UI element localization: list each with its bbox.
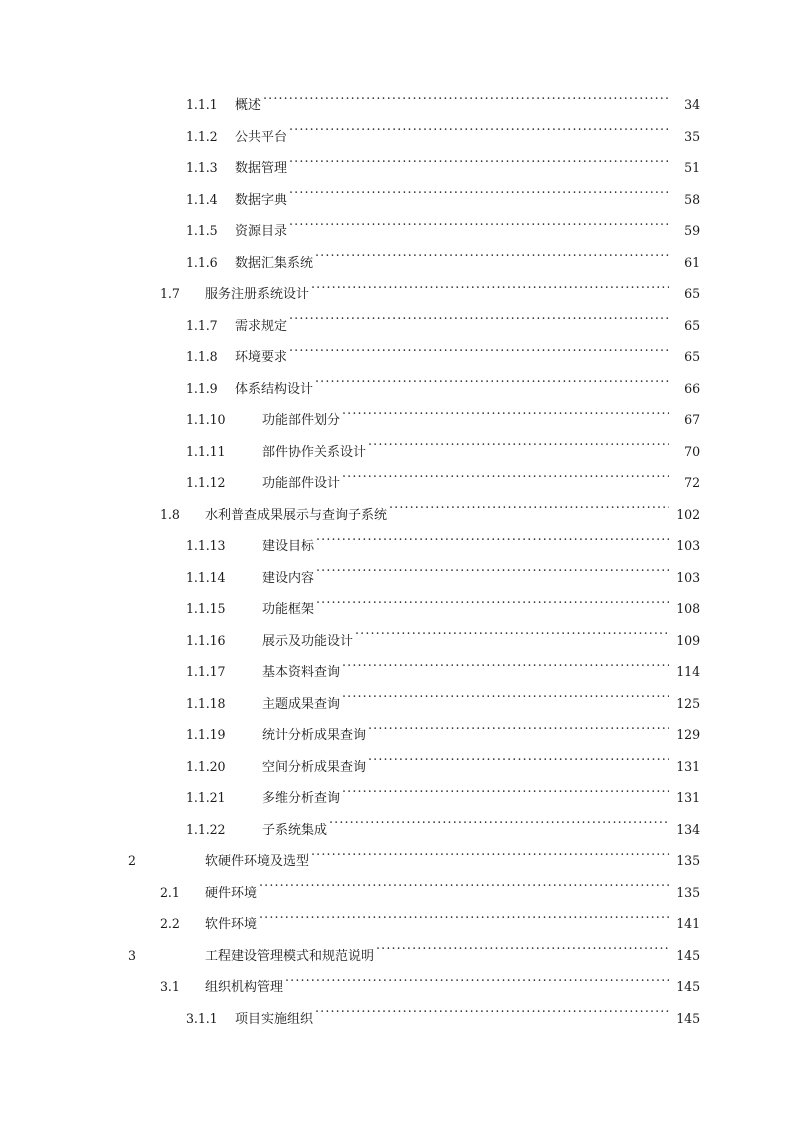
toc-dot-leader bbox=[315, 1010, 669, 1023]
toc-dot-leader bbox=[368, 726, 669, 739]
toc-dot-leader bbox=[355, 632, 669, 645]
toc-entry[interactable] bbox=[0, 436, 793, 468]
toc-entry-title: 建设内容 bbox=[262, 570, 315, 586]
toc-entry[interactable] bbox=[0, 940, 793, 972]
toc-dot-leader bbox=[289, 348, 669, 361]
toc-dot-leader bbox=[315, 254, 669, 267]
toc-entry-page-number: 108 bbox=[676, 601, 700, 616]
toc-dot-leader bbox=[285, 978, 669, 991]
toc-entry-number: 1.1.13 bbox=[186, 538, 226, 553]
toc-entry[interactable] bbox=[0, 247, 793, 279]
toc-entry[interactable] bbox=[0, 404, 793, 436]
toc-entry-number: 1.1.3 bbox=[186, 160, 218, 175]
toc-entry[interactable] bbox=[0, 719, 793, 751]
toc-entry[interactable] bbox=[0, 467, 793, 499]
toc-entry-page-number: 103 bbox=[676, 538, 700, 553]
toc-entry[interactable] bbox=[0, 215, 793, 247]
toc-dot-leader bbox=[311, 852, 669, 865]
toc-entry[interactable] bbox=[0, 971, 793, 1003]
toc-dot-leader bbox=[289, 128, 669, 141]
toc-entry-page-number: 66 bbox=[684, 380, 700, 396]
toc-entry[interactable] bbox=[0, 121, 793, 153]
toc-entry-page-number: 141 bbox=[676, 916, 700, 931]
toc-entry-title: 数据字典 bbox=[235, 192, 288, 208]
toc-entry-page-number: 70 bbox=[684, 443, 700, 459]
toc-entry-page-number: 131 bbox=[676, 758, 700, 774]
toc-entry-title: 软件环境 bbox=[205, 917, 258, 932]
toc-entry-title: 组织机构管理 bbox=[205, 980, 284, 995]
toc-entry-number: 3.1.1 bbox=[186, 1010, 218, 1026]
toc-entry-page-number: 65 bbox=[684, 286, 700, 301]
toc-entry-title: 空间分析成果查询 bbox=[262, 759, 367, 775]
toc-entry-number: 2.1 bbox=[160, 884, 180, 900]
toc-dot-leader bbox=[263, 96, 669, 109]
toc-entry[interactable] bbox=[0, 782, 793, 814]
toc-entry-title: 主题成果查询 bbox=[262, 696, 341, 712]
toc-entry[interactable] bbox=[0, 310, 793, 342]
toc-entry[interactable] bbox=[0, 593, 793, 625]
toc-entry-number: 1.1.1 bbox=[186, 97, 218, 112]
toc-entry-title: 硬件环境 bbox=[205, 885, 258, 901]
toc-entry-number: 1.1.17 bbox=[186, 664, 226, 679]
toc-entry[interactable] bbox=[0, 845, 793, 877]
toc-dot-leader bbox=[289, 222, 669, 235]
toc-entry-title: 公共平台 bbox=[235, 129, 288, 145]
toc-entry-number: 1.1.15 bbox=[186, 601, 226, 616]
toc-entry-page-number: 65 bbox=[684, 349, 700, 364]
toc-dot-leader bbox=[259, 884, 669, 897]
toc-entry-page-number: 103 bbox=[676, 569, 700, 585]
toc-entry-title: 概述 bbox=[235, 98, 262, 113]
toc-entry-page-number: 145 bbox=[676, 1010, 700, 1026]
toc-entry[interactable] bbox=[0, 562, 793, 594]
toc-entry[interactable] bbox=[0, 373, 793, 405]
toc-entry-page-number: 145 bbox=[676, 979, 700, 994]
toc-entry-title: 体系结构设计 bbox=[235, 381, 314, 397]
toc-dot-leader bbox=[289, 191, 669, 204]
toc-dot-leader bbox=[342, 411, 669, 424]
toc-entry-number: 1.1.20 bbox=[186, 758, 226, 774]
toc-entry[interactable] bbox=[0, 499, 793, 531]
toc-entry-number: 2.2 bbox=[160, 916, 180, 931]
toc-dot-leader bbox=[289, 159, 669, 172]
toc-entry-number: 1.1.4 bbox=[186, 191, 218, 207]
toc-dot-leader bbox=[315, 380, 669, 393]
toc-entry-number: 1.7 bbox=[160, 286, 180, 301]
toc-entry-number: 1.1.22 bbox=[186, 821, 226, 837]
toc-entry[interactable] bbox=[0, 530, 793, 562]
toc-entry-title: 功能部件划分 bbox=[262, 413, 341, 428]
toc-dot-leader bbox=[376, 947, 669, 960]
toc-entry-number: 1.1.2 bbox=[186, 128, 218, 144]
toc-entry-page-number: 145 bbox=[676, 947, 700, 963]
toc-dot-leader bbox=[316, 537, 669, 550]
toc-entry-title: 服务注册系统设计 bbox=[205, 287, 310, 302]
toc-entry-title: 功能框架 bbox=[262, 602, 315, 617]
toc-entry-title: 部件协作关系设计 bbox=[262, 444, 367, 460]
toc-dot-leader bbox=[342, 695, 669, 708]
toc-entry-page-number: 35 bbox=[684, 128, 700, 144]
toc-entry-number: 3.1 bbox=[160, 979, 180, 994]
toc-entry-page-number: 125 bbox=[676, 695, 700, 711]
toc-entry-page-number: 72 bbox=[684, 475, 700, 490]
toc-entry-number: 1.1.5 bbox=[186, 223, 218, 238]
toc-entry-title: 项目实施组织 bbox=[235, 1011, 314, 1027]
toc-entry-title: 环境要求 bbox=[235, 350, 288, 365]
toc-dot-leader bbox=[368, 443, 669, 456]
toc-entry[interactable] bbox=[0, 341, 793, 373]
toc-entry[interactable] bbox=[0, 278, 793, 310]
toc-entry-number: 1.1.7 bbox=[186, 317, 218, 333]
toc-entry-number: 1.1.12 bbox=[186, 475, 226, 490]
toc-entry-page-number: 102 bbox=[676, 506, 700, 522]
toc-entry-title: 数据管理 bbox=[235, 161, 288, 176]
toc-entry-number: 2 bbox=[128, 853, 136, 868]
toc-entry-title: 软硬件环境及选型 bbox=[205, 854, 310, 869]
toc-entry[interactable] bbox=[0, 751, 793, 783]
toc-entry-list bbox=[0, 89, 793, 1034]
toc-entry-page-number: 34 bbox=[684, 97, 700, 112]
toc-entry-title: 多维分析查询 bbox=[262, 791, 341, 806]
toc-entry-title: 功能部件设计 bbox=[262, 476, 341, 491]
toc-entry-title: 展示及功能设计 bbox=[262, 633, 354, 649]
toc-entry-page-number: 67 bbox=[684, 412, 700, 427]
toc-dot-leader bbox=[311, 285, 669, 298]
toc-entry-number: 1.1.16 bbox=[186, 632, 226, 648]
toc-dot-leader bbox=[342, 663, 669, 676]
toc-dot-leader bbox=[289, 317, 669, 330]
toc-dot-leader bbox=[389, 506, 669, 519]
toc-entry-page-number: 131 bbox=[676, 790, 700, 805]
toc-entry-page-number: 59 bbox=[684, 223, 700, 238]
toc-entry-page-number: 109 bbox=[676, 632, 700, 648]
toc-dot-leader bbox=[329, 821, 669, 834]
toc-entry[interactable] bbox=[0, 89, 793, 121]
toc-entry[interactable] bbox=[0, 184, 793, 216]
toc-entry[interactable] bbox=[0, 656, 793, 688]
toc-entry[interactable] bbox=[0, 877, 793, 909]
toc-entry-title: 水利普查成果展示与查询子系统 bbox=[205, 507, 388, 523]
toc-dot-leader bbox=[342, 789, 669, 802]
toc-entry-title: 基本资料查询 bbox=[262, 665, 341, 680]
toc-entry-page-number: 65 bbox=[684, 317, 700, 333]
toc-entry[interactable] bbox=[0, 688, 793, 720]
toc-entry-title: 统计分析成果查询 bbox=[262, 728, 367, 743]
toc-entry-title: 子系统集成 bbox=[262, 822, 328, 838]
toc-entry-page-number: 61 bbox=[684, 254, 700, 270]
toc-entry[interactable] bbox=[0, 814, 793, 846]
toc-entry-page-number: 135 bbox=[676, 884, 700, 900]
toc-dot-leader bbox=[259, 915, 669, 928]
toc-entry-page-number: 114 bbox=[676, 664, 700, 679]
toc-entry-page-number: 51 bbox=[684, 160, 700, 175]
toc-entry[interactable] bbox=[0, 625, 793, 657]
toc-entry-page-number: 135 bbox=[676, 853, 700, 868]
toc-entry-number: 1.1.14 bbox=[186, 569, 226, 585]
toc-entry-page-number: 58 bbox=[684, 191, 700, 207]
toc-entry-number: 1.1.21 bbox=[186, 790, 226, 805]
toc-entry-title: 建设目标 bbox=[262, 539, 315, 554]
toc-entry-page-number: 129 bbox=[676, 727, 700, 742]
toc-entry-title: 数据汇集系统 bbox=[235, 255, 314, 271]
toc-entry-number: 1.1.19 bbox=[186, 727, 226, 742]
toc-entry-number: 1.1.10 bbox=[186, 412, 226, 427]
toc-dot-leader bbox=[316, 600, 669, 613]
toc-entry-page-number: 134 bbox=[676, 821, 700, 837]
toc-entry-title: 工程建设管理模式和规范说明 bbox=[205, 948, 375, 964]
toc-entry-number: 1.1.8 bbox=[186, 349, 218, 364]
toc-entry-number: 1.1.9 bbox=[186, 380, 218, 396]
toc-entry-number: 3 bbox=[128, 947, 136, 963]
toc-dot-leader bbox=[342, 474, 669, 487]
toc-dot-leader bbox=[368, 758, 669, 771]
toc-entry[interactable] bbox=[0, 1003, 793, 1035]
toc-entry-number: 1.1.6 bbox=[186, 254, 218, 270]
toc-entry-title: 资源目录 bbox=[235, 224, 288, 239]
toc-entry-number: 1.1.11 bbox=[186, 443, 226, 459]
toc-entry[interactable] bbox=[0, 152, 793, 184]
toc-entry-title: 需求规定 bbox=[235, 318, 288, 334]
toc-dot-leader bbox=[316, 569, 669, 582]
toc-entry-number: 1.8 bbox=[160, 506, 180, 522]
toc-entry[interactable] bbox=[0, 908, 793, 940]
toc-entry-number: 1.1.18 bbox=[186, 695, 226, 711]
